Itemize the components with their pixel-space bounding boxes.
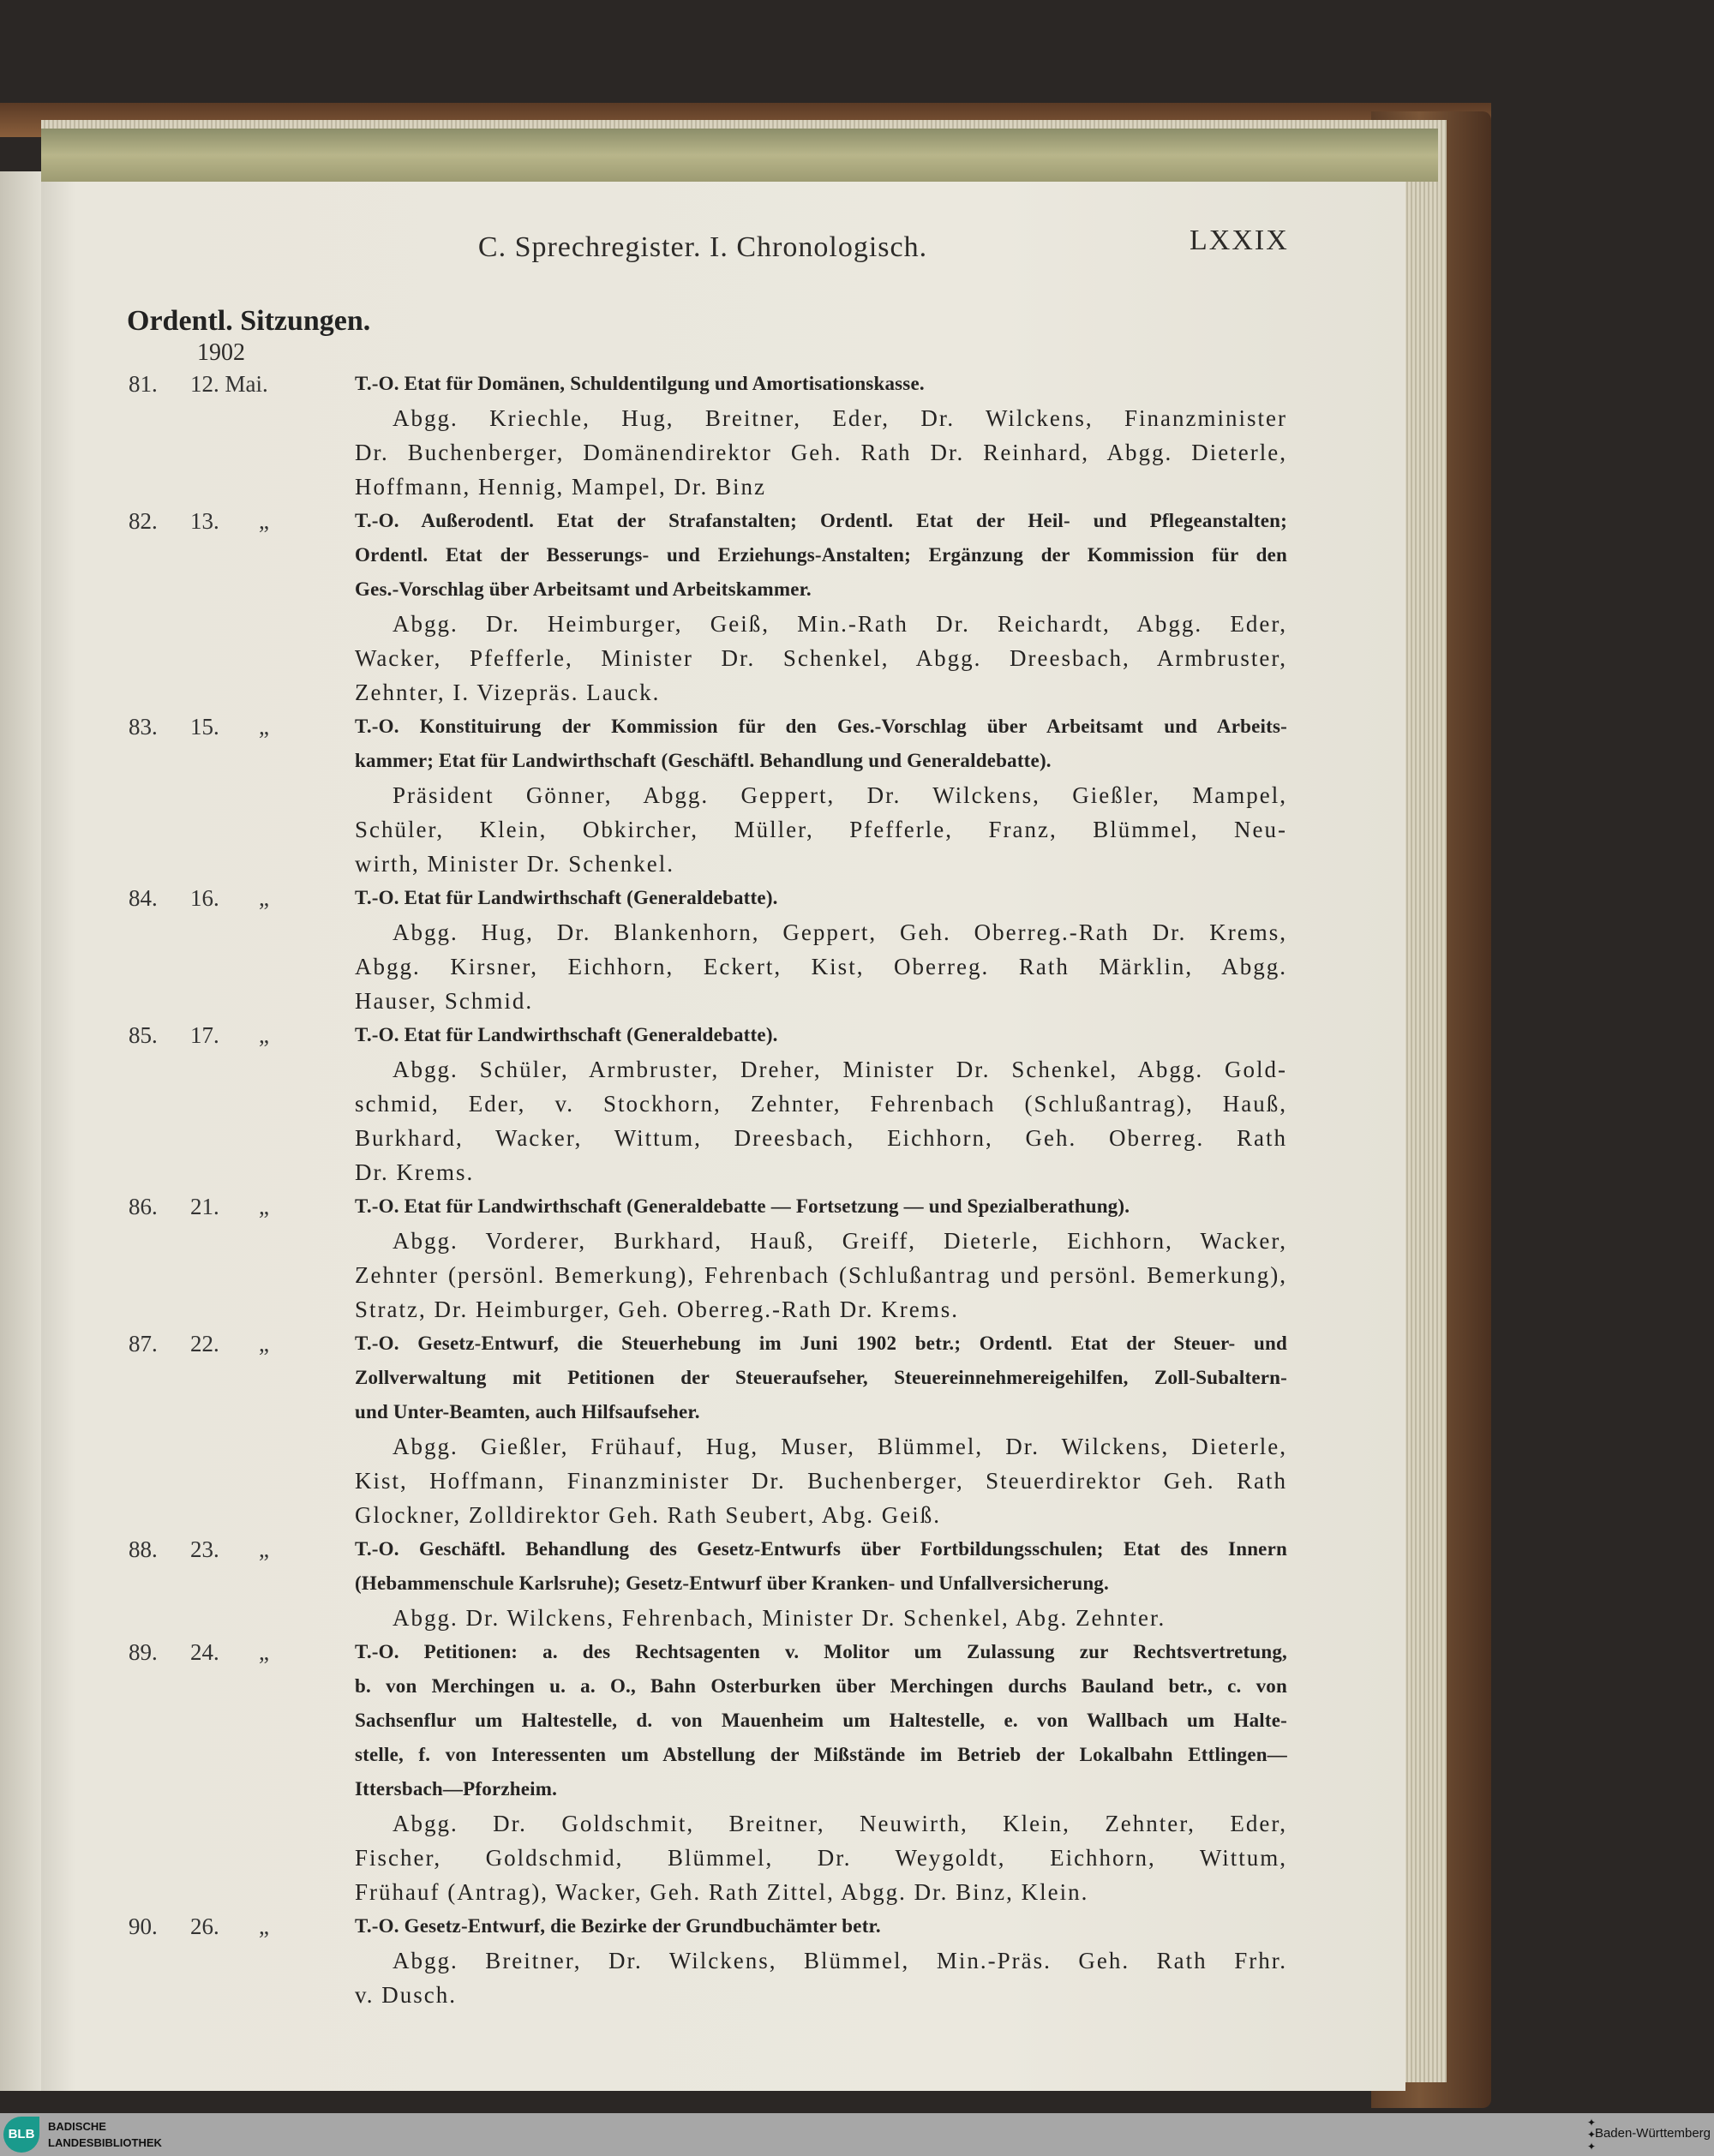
speakers-line: Kist, Hoffmann, Finanzminister Dr. Buchenberger, Steuerdirektor Geh. Rath xyxy=(355,1468,1287,1494)
session-date: 22. xyxy=(190,1331,219,1356)
agenda-line: T.-O. Etat für Landwirthschaft (Generaldebatte). xyxy=(355,1024,778,1045)
entry-body xyxy=(355,1189,1287,1327)
session-number: 83. xyxy=(129,714,158,740)
session-number: 90. xyxy=(129,1913,158,1939)
speakers-line: Fischer, Goldschmid, Blümmel, Dr. Weygoldt, Eichhorn, Wittum, xyxy=(355,1845,1287,1871)
speakers-line: Abgg. Kriechle, Hug, Breitner, Eder, Dr. Wilckens, Finanzminister xyxy=(393,405,1287,431)
speakers-line: Abgg. Schüler, Armbruster, Dreher, Minister Dr. Schenkel, Abgg. Gold- xyxy=(393,1057,1287,1082)
speakers-line: Zehnter, I. Vizepräs. Lauck. xyxy=(355,680,661,705)
speakers-line: Abgg. Vorderer, Burkhard, Hauß, Greiff, Dieterle, Eichhorn, Wacker, xyxy=(393,1228,1287,1254)
agenda-line: T.-O. Konstituirung der Kommission für den Ges.-Vorschlag über Arbeitsamt und Arbeits- xyxy=(355,716,1287,737)
year-heading: 1902 xyxy=(197,339,245,366)
speakers-line: Präsident Gönner, Abgg. Geppert, Dr. Wilckens, Gießler, Mampel, xyxy=(393,782,1287,808)
speakers-line: Abgg. Breitner, Dr. Wilckens, Blümmel, Min.-Präs. Geh. Rath Frhr. xyxy=(393,1948,1287,1973)
ditto-mark: „ xyxy=(259,1536,269,1562)
session-date: 24. xyxy=(190,1639,219,1665)
speakers-line: v. Dusch. xyxy=(355,1982,457,2008)
agenda-line: kammer; Etat für Landwirthschaft (Geschäftl. Behandlung und Generaldebatte). xyxy=(355,750,1052,771)
speakers-line: Abgg. Dr. Wilckens, Fehrenbach, Minister Dr. Schenkel, Abg. Zehnter. xyxy=(393,1605,1166,1631)
ditto-mark: „ xyxy=(259,714,269,740)
session-date: 21. xyxy=(190,1194,219,1219)
speakers-line: Schüler, Klein, Obkircher, Müller, Pfefferle, Franz, Blümmel, Neu- xyxy=(355,817,1287,842)
agenda-line: T.-O. Petitionen: a. des Rechtsagenten v. Molitor um Zulassung zur Rechtsvertretung, xyxy=(355,1641,1287,1662)
blb-logo[interactable]: BLB xyxy=(3,2117,39,2153)
session-number: 89. xyxy=(129,1639,158,1665)
agenda-line: Ges.-Vorschlag über Arbeitsamt und Arbeitskammer. xyxy=(355,578,812,600)
session-entry xyxy=(129,881,1287,1018)
session-entry xyxy=(129,1018,1287,1189)
agenda-line: T.-O. Gesetz-Entwurf, die Bezirke der Grundbuchämter betr. xyxy=(355,1915,881,1937)
session-number: 85. xyxy=(129,1022,158,1048)
speakers-line: Abgg. Hug, Dr. Blankenhorn, Geppert, Geh. Oberreg.-Rath Dr. Krems, xyxy=(393,919,1287,945)
blb-name-line2: LANDESBIBLIOTHEK xyxy=(48,2136,162,2149)
session-entry xyxy=(129,1189,1287,1327)
session-entry xyxy=(129,1327,1287,1532)
entry-body xyxy=(355,1018,1287,1189)
agenda-line: T.-O. Etat für Domänen, Schuldentilgung und Amortisationskasse. xyxy=(355,373,925,394)
ditto-mark: „ xyxy=(259,1194,269,1219)
speakers-line: Frühauf (Antrag), Wacker, Geh. Rath Zittel, Abgg. Dr. Binz, Klein. xyxy=(355,1879,1089,1905)
blb-name-line1: BADISCHE xyxy=(48,2120,106,2133)
ditto-mark: „ xyxy=(259,1022,269,1048)
gilt-top-edge xyxy=(41,129,1438,182)
speakers-line: Abgg. Dr. Heimburger, Geiß, Min.-Rath Dr. Reichardt, Abgg. Eder, xyxy=(393,611,1287,637)
entry-body xyxy=(355,367,1287,504)
session-number: 88. xyxy=(129,1536,158,1562)
agenda-line: stelle, f. von Interessenten um Abstellung der Mißstände im Betrieb der Lokalbahn Ettlingen— xyxy=(355,1744,1287,1765)
agenda-line: T.-O. Außerodentl. Etat der Strafanstalten; Ordentl. Etat der Heil- und Pflegeanstalten; xyxy=(355,510,1287,531)
agenda-line: (Hebammenschule Karlsruhe); Gesetz-Entwurf über Kranken- und Unfallversicherung. xyxy=(355,1572,1109,1594)
entry-body xyxy=(355,1635,1287,1909)
agenda-line: T.-O. Etat für Landwirthschaft (Generaldebatte — Fortsetzung — und Spezialberathung). xyxy=(355,1195,1130,1217)
speakers-line: Abgg. Dr. Goldschmit, Breitner, Neuwirth, Klein, Zehnter, Eder, xyxy=(393,1811,1287,1836)
session-number: 82. xyxy=(129,508,158,534)
session-date: 23. xyxy=(190,1536,219,1562)
entry-body xyxy=(355,1909,1287,2012)
speakers-line: Zehnter (persönl. Bemerkung), Fehrenbach (Schlußantrag und persönl. Bemerkung), xyxy=(355,1262,1287,1288)
page-number: LXXIX xyxy=(1190,225,1289,256)
session-date: 26. xyxy=(190,1913,219,1939)
agenda-line: Ordentl. Etat der Besserungs- und Erziehungs-Anstalten; Ergänzung der Kommission für den xyxy=(355,544,1287,566)
session-number: 86. xyxy=(129,1194,158,1219)
session-number: 87. xyxy=(129,1331,158,1356)
session-number: 81. xyxy=(129,371,158,397)
agenda-line: T.-O. Etat für Landwirthschaft (Generaldebatte). xyxy=(355,887,778,908)
session-date: 17. xyxy=(190,1022,219,1048)
speakers-line: Glockner, Zolldirektor Geh. Rath Seubert, Abg. Geiß. xyxy=(355,1502,942,1528)
ditto-mark: „ xyxy=(259,508,269,534)
entry-body xyxy=(355,1532,1287,1635)
speakers-line: Stratz, Dr. Heimburger, Geh. Oberreg.-Rath Dr. Krems. xyxy=(355,1297,960,1322)
entry-body xyxy=(355,504,1287,710)
footer-bar xyxy=(0,2113,1714,2156)
session-date: 15. xyxy=(190,714,219,740)
session-entry xyxy=(129,1909,1287,2012)
entry-body xyxy=(355,710,1287,881)
session-entry xyxy=(129,1532,1287,1635)
section-heading: Ordentl. Sitzungen. xyxy=(127,305,371,337)
agenda-line: Ittersbach—Pforzheim. xyxy=(355,1778,558,1800)
speakers-line: Abgg. Gießler, Frühauf, Hug, Muser, Blümmel, Dr. Wilckens, Dieterle, xyxy=(393,1434,1287,1459)
session-date: 12. Mai. xyxy=(190,371,268,397)
speakers-line: Hoffmann, Hennig, Mampel, Dr. Binz xyxy=(355,474,766,500)
speakers-line: Dr. Buchenberger, Domänendirektor Geh. Rath Dr. Reinhard, Abgg. Dieterle, xyxy=(355,440,1287,465)
speakers-line: Wacker, Pfefferle, Minister Dr. Schenkel, Abgg. Dreesbach, Armbruster, xyxy=(355,645,1287,671)
ditto-mark: „ xyxy=(259,1639,269,1665)
agenda-line: T.-O. Geschäftl. Behandlung des Gesetz-Entwurfs über Fortbildungsschulen; Etat des Innern xyxy=(355,1538,1287,1560)
ditto-mark: „ xyxy=(259,1331,269,1356)
bw-logo-text[interactable]: Baden-Württemberg xyxy=(1594,2126,1711,2141)
session-number: 84. xyxy=(129,885,158,911)
ditto-mark: „ xyxy=(259,885,269,911)
session-date: 16. xyxy=(190,885,219,911)
speakers-line: Abgg. Kirsner, Eichhorn, Eckert, Kist, Oberreg. Rath Märklin, Abgg. xyxy=(355,954,1287,979)
session-date: 13. xyxy=(190,508,219,534)
ditto-mark: „ xyxy=(259,1913,269,1939)
agenda-line: Sachsenflur um Haltestelle, d. von Mauenheim um Haltestelle, e. von Wallbach um Halte- xyxy=(355,1710,1287,1731)
session-entry xyxy=(129,504,1287,710)
speakers-line: Dr. Krems. xyxy=(355,1159,475,1185)
agenda-line: T.-O. Gesetz-Entwurf, die Steuerhebung im Juni 1902 betr.; Ordentl. Etat der Steuer- und xyxy=(355,1333,1287,1354)
agenda-line: und Unter-Beamten, auch Hilfsaufseher. xyxy=(355,1401,700,1422)
speakers-line: wirth, Minister Dr. Schenkel. xyxy=(355,851,674,877)
session-entry xyxy=(129,367,1287,504)
running-header: C. Sprechregister. I. Chronologisch. xyxy=(477,231,928,263)
agenda-line: b. von Merchingen u. a. O., Bahn Osterburken über Merchingen durchs Bauland betr., c. von xyxy=(355,1675,1287,1697)
speakers-line: schmid, Eder, v. Stockhorn, Zehnter, Fehrenbach (Schlußantrag), Hauß, xyxy=(355,1091,1287,1117)
session-entry xyxy=(129,1635,1287,1909)
speakers-line: Hauser, Schmid. xyxy=(355,988,534,1014)
session-entry xyxy=(129,710,1287,881)
left-page-edge xyxy=(0,171,41,2091)
agenda-line: Zollverwaltung mit Petitionen der Steueraufseher, Steuereinnehmereigehilfen, Zoll-Subaltern- xyxy=(355,1367,1287,1388)
blb-name[interactable] xyxy=(48,2118,162,2151)
entry-body xyxy=(355,1327,1287,1532)
speakers-line: Burkhard, Wacker, Wittum, Dreesbach, Eichhorn, Geh. Oberreg. Rath xyxy=(355,1125,1287,1151)
session-entries xyxy=(129,367,1287,2012)
bw-lions-icon: ✦ ✦ ✦ xyxy=(1586,2117,1596,2153)
entry-body xyxy=(355,881,1287,1018)
